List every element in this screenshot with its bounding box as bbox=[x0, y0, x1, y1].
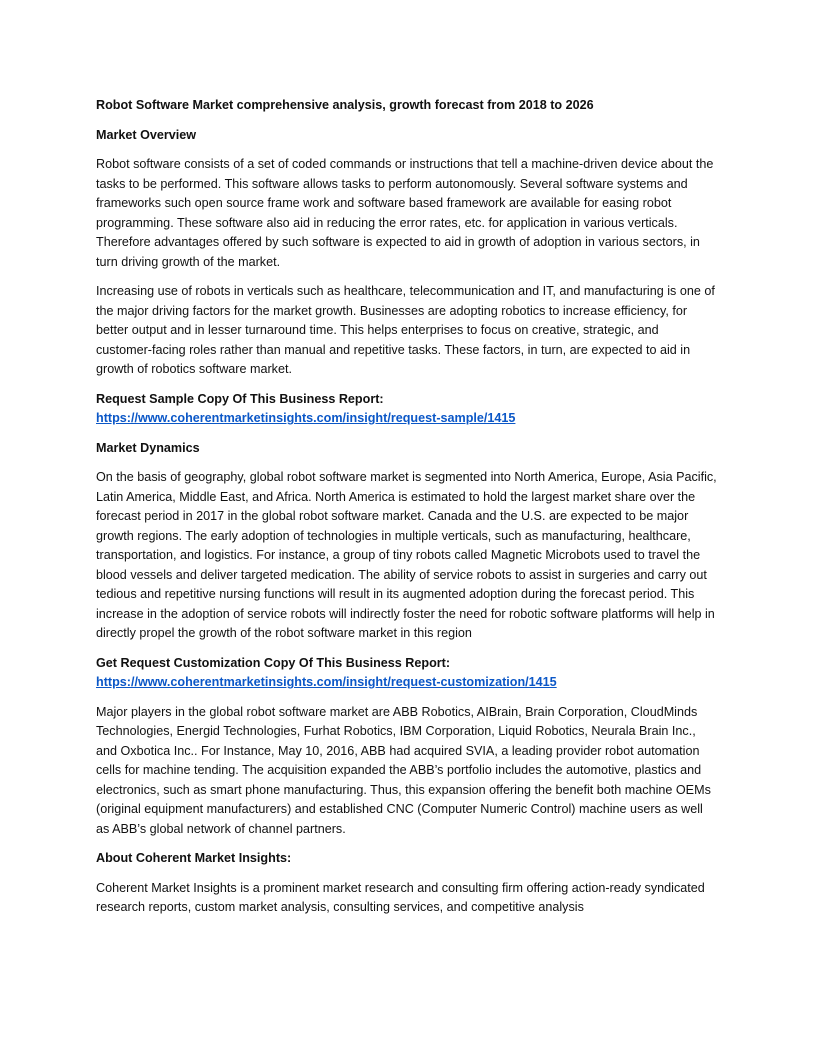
sample-request-block bbox=[96, 390, 718, 429]
sample-request-label: Request Sample Copy Of This Business Report: bbox=[96, 391, 384, 406]
market-overview-paragraph-1: Robot software consists of a set of coded commands or instructions that tell a machine-driven device about the tasks to be performed. This software allows tasks to perform autonomously. Several software systems and frameworks such open source frame work and software based framework are available for easing robot programming. These software also aid in reducing the error rates, etc. for application in various verticals. Therefore advantages offered by such software is expected to aid in growth of adoption in various sectors, in turn driving growth of the market. bbox=[96, 157, 714, 269]
about-paragraph: Coherent Market Insights is a prominent market research and consulting firm offering action-ready syndicated research reports, custom market analysis, consulting services, and competitive analysis bbox=[96, 880, 705, 914]
customization-request-label: Get Request Customization Copy Of This Business Report: bbox=[96, 655, 451, 670]
about-heading: About Coherent Market Insights: bbox=[96, 851, 292, 865]
customization-request-link[interactable]: https://www.coherentmarketinsights.com/insight/request-customization/1415 bbox=[96, 675, 557, 689]
document-page bbox=[96, 96, 718, 928]
major-players-paragraph: Major players in the global robot software market are ABB Robotics, AIBrain, Brain Corporation, CloudMinds Technologies, Energid Technologies, Furhat Robotics, IBM Corporation, Liquid Robotics, Neurala Brain Inc., and Oxbotica Inc.. For Instance, May 10, 2016, ABB had acquired SVIA, a leading provider robot automation cells for machine tending. The acquisition expanded the ABB’s portfolio includes the automotive, plastics and electronics, such as smart phone manufacturing. Thus, this expansion offering the benefit both machine OEMs (original equipment manufacturers) and established CNC (Computer Numeric Control) machine users as well as ABB’s global network of channel partners. bbox=[96, 704, 711, 836]
market-overview-heading: Market Overview bbox=[96, 127, 197, 142]
customization-request-block bbox=[96, 654, 718, 693]
sample-request-link[interactable]: https://www.coherentmarketinsights.com/insight/request-sample/1415 bbox=[96, 411, 516, 425]
market-overview-paragraph-2: Increasing use of robots in verticals such as healthcare, telecommunication and IT, and manufacturing is one of the major driving factors for the market growth. Businesses are adopting robotics to increase efficiency, for better output and in lesser turnaround time. This helps enterprises to focus on creative, strategic, and customer-facing roles rather than manual and repetitive tasks. These factors, in turn, are expected to aid in growth of robotics software market. bbox=[96, 284, 715, 376]
market-dynamics-heading: Market Dynamics bbox=[96, 440, 200, 455]
document-title: Robot Software Market comprehensive analysis, growth forecast from 2018 to 2026 bbox=[96, 98, 594, 112]
market-dynamics-paragraph: On the basis of geography, global robot software market is segmented into North America, Europe, Asia Pacific, Latin America, Middle East, and Africa. North America is estimated to hold the largest market share over the forecast period in 2017 in the global robot software market. Canada and the U.S. are expected to be major growth regions. The early adoption of technologies in multiple verticals, such as manufacturing, healthcare, transportation, and logistics. For instance, a group of tiny robots called Magnetic Microbots used to travel the blood vessels and deliver targeted medication. The ability of service robots to assist in surgeries and carry out tedious and repetitive nursing functions will result in its augmented adoption during the forecast period. This increase in the adoption of service robots will indirectly foster the need for robotic software platforms will help in directly propel the growth of the robot software market in this region bbox=[96, 470, 717, 640]
